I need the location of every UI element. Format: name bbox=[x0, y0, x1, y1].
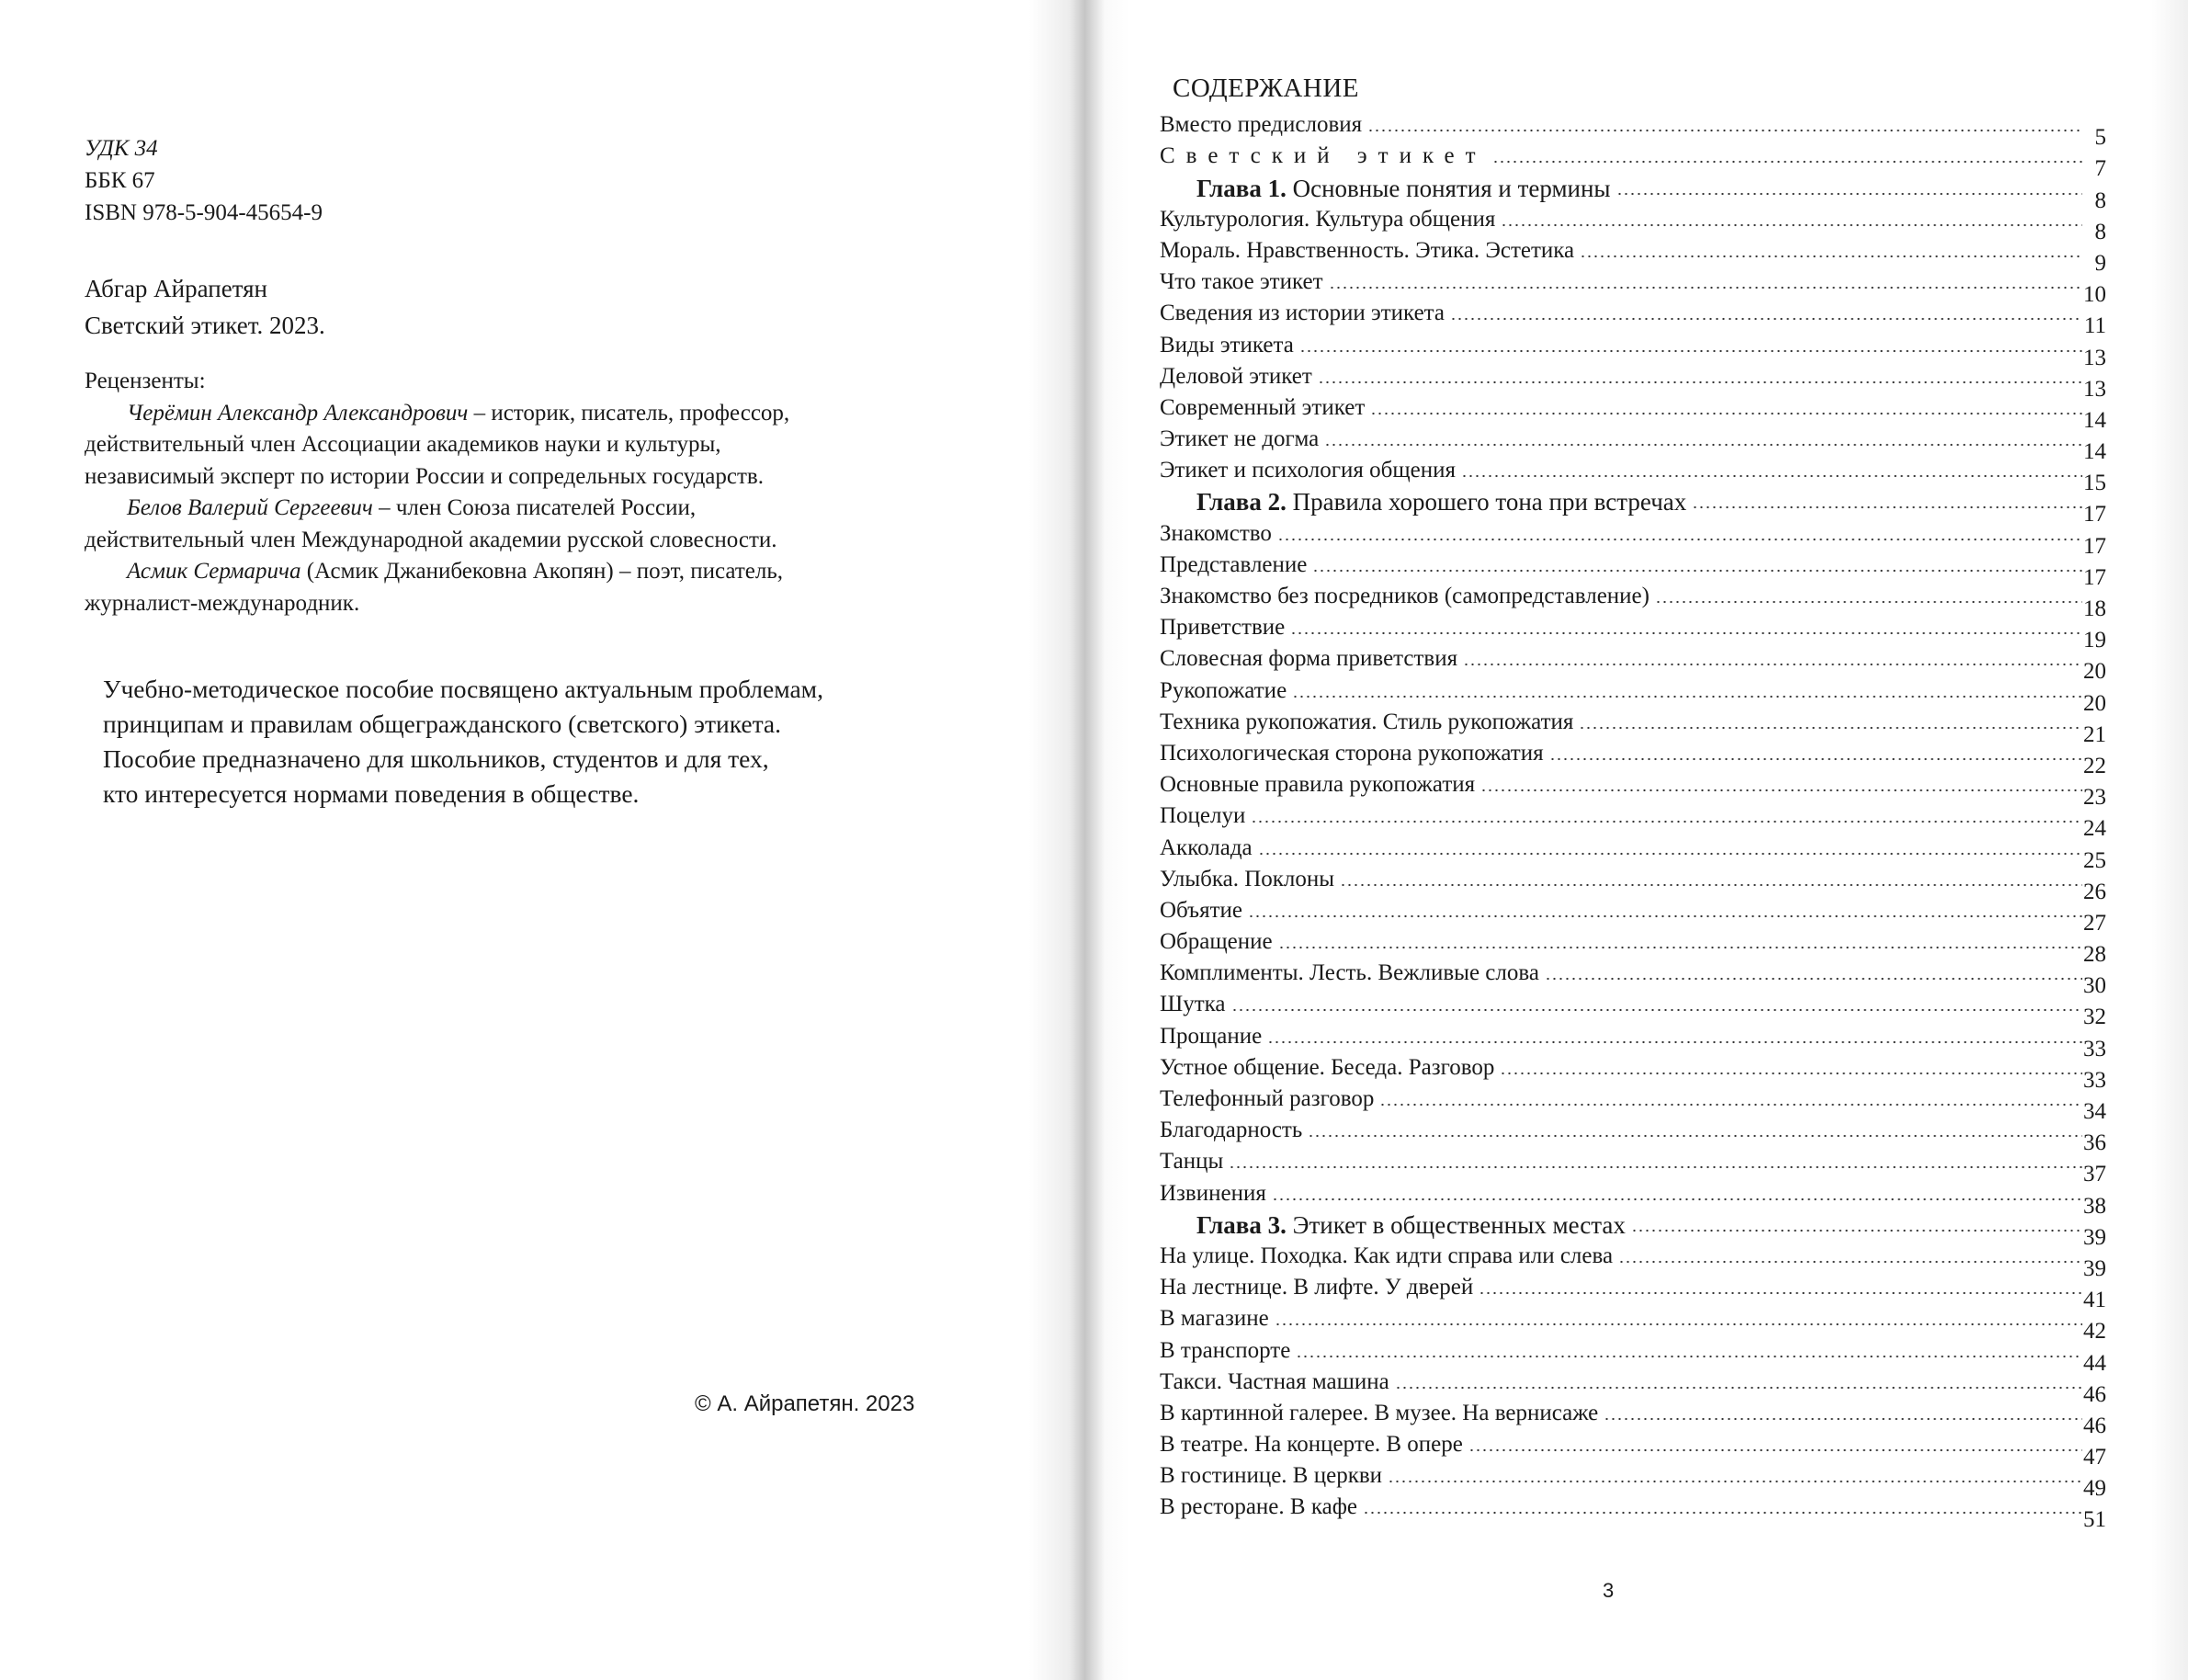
toc-page-number: 51 bbox=[2083, 1507, 2106, 1533]
toc-entry-label: Представление bbox=[1160, 551, 1308, 577]
toc-dot-leader bbox=[1501, 223, 2082, 227]
toc-row bbox=[1160, 1333, 2106, 1376]
reviewer-text-cont: действительный член Ассоциации академиков науки и культуры, bbox=[85, 432, 721, 457]
toc-row bbox=[1160, 956, 2106, 999]
reviewer-text-cont: независимый эксперт по истории России и сопредельных государств. bbox=[85, 463, 764, 489]
reviewer-text: – член Союза писателей России, bbox=[372, 495, 697, 520]
toc-dot-leader bbox=[1545, 977, 2082, 981]
reviewer-name: Асмик Сермарича bbox=[127, 559, 301, 584]
toc-dot-leader bbox=[1463, 663, 2082, 666]
reviewer-text-cont: журналист-международник. bbox=[85, 590, 360, 616]
book-gutter bbox=[1029, 0, 1130, 1680]
toc-page-number: 39 bbox=[2083, 1255, 2106, 1281]
toc-dot-leader bbox=[1549, 757, 2082, 761]
toc-page-number: 27 bbox=[2083, 910, 2106, 936]
abstract-line: Учебно-методическое пособие посвящено актуальным проблемам, bbox=[103, 675, 823, 703]
toc-dot-leader bbox=[1604, 1417, 2082, 1421]
toc-chapter-number: Глава 2. bbox=[1196, 488, 1287, 516]
toc-page-number: 17 bbox=[2083, 533, 2106, 559]
toc-row bbox=[1160, 516, 2106, 559]
toc-entry-label: Деловой этикет bbox=[1160, 363, 1312, 389]
toc-dot-leader bbox=[1450, 317, 2082, 321]
isbn-code: ISBN 978-5-904-45654-9 bbox=[85, 200, 323, 225]
toc-dot-leader bbox=[1370, 412, 2082, 415]
toc-row bbox=[1160, 1459, 2106, 1502]
page-edge-shadow bbox=[2151, 0, 2188, 1680]
toc-entry-label: Прощание bbox=[1160, 1023, 1263, 1049]
reviewers-label: Рецензенты: bbox=[85, 369, 206, 393]
toc-entry-label: Этикет и психология общения bbox=[1160, 458, 1456, 483]
toc-page-number: 10 bbox=[2083, 282, 2106, 308]
toc-entry-label: Словесная форма приветствия bbox=[1160, 646, 1458, 672]
toc-entry-label: Сведения из истории этикета bbox=[1160, 301, 1445, 326]
toc-entry-label: В магазине bbox=[1160, 1306, 1269, 1332]
toc-page-number: 20 bbox=[2083, 659, 2106, 685]
toc-row bbox=[1160, 265, 2106, 308]
abstract bbox=[103, 672, 1003, 812]
toc-dot-leader bbox=[1329, 286, 2082, 289]
toc-dot-leader bbox=[1363, 1511, 2082, 1515]
toc-page-number: 19 bbox=[2083, 628, 2106, 653]
toc-dot-leader bbox=[1324, 443, 2082, 447]
table-of-contents bbox=[1160, 108, 2106, 1533]
toc-dot-leader bbox=[1618, 1260, 2082, 1264]
toc-row bbox=[1160, 1365, 2106, 1407]
toc-row bbox=[1160, 641, 2106, 685]
toc-page-number: 41 bbox=[2083, 1288, 2106, 1313]
toc-entry-label: Техника рукопожатия. Стиль рукопожатия bbox=[1160, 709, 1574, 734]
toc-row bbox=[1160, 233, 2106, 276]
toc-dot-leader bbox=[1692, 505, 2082, 509]
toc-dot-leader bbox=[1277, 538, 2082, 541]
author-name: Абгар Айрапетян bbox=[85, 275, 267, 302]
toc-page-number: 44 bbox=[2083, 1350, 2106, 1376]
reviewer-text-cont: действительный член Международной академии русской словесности. bbox=[85, 527, 777, 552]
toc-entry-label: Телефонный разговор bbox=[1160, 1086, 1375, 1111]
toc-row bbox=[1160, 1082, 2106, 1124]
toc-page-number: 21 bbox=[2083, 721, 2106, 747]
toc-row bbox=[1160, 862, 2106, 904]
page-number: 3 bbox=[1603, 1579, 1615, 1602]
toc-dot-leader bbox=[1388, 1480, 2082, 1483]
toc-row bbox=[1160, 1301, 2106, 1345]
toc-row bbox=[1160, 893, 2106, 936]
toc-entry-label: Такси. Частная машина bbox=[1160, 1368, 1389, 1394]
toc-row bbox=[1160, 327, 2106, 370]
toc-row bbox=[1160, 830, 2106, 873]
reviewer-entry bbox=[85, 556, 1003, 619]
toc-dot-leader bbox=[1367, 129, 2082, 132]
copyright-notice: © А. Айрапетян. 2023 bbox=[695, 1391, 915, 1416]
toc-dot-leader bbox=[1340, 883, 2082, 887]
abstract-line: принципам и правилам общегражданского (светского) этикета. bbox=[103, 709, 782, 738]
toc-entry-label: Что такое этикет bbox=[1160, 269, 1323, 295]
toc-entry-label: Вместо предисловия bbox=[1160, 112, 1363, 138]
toc-entry-label: В ресторане. В кафе bbox=[1160, 1494, 1357, 1520]
toc-row bbox=[1160, 925, 2106, 968]
toc-dot-leader bbox=[1258, 852, 2082, 856]
toc-chapter-title: Основные понятия и термины bbox=[1286, 174, 1611, 202]
toc-row bbox=[1160, 1144, 2106, 1187]
toc-dot-leader bbox=[1267, 1040, 2082, 1044]
abstract-line: кто интересуется нормами поведения в обществе. bbox=[103, 779, 640, 808]
toc-entry-label: Приветствие bbox=[1160, 615, 1286, 641]
toc-row bbox=[1160, 453, 2106, 496]
toc-chapter-row bbox=[1160, 1208, 2106, 1250]
toc-dot-leader bbox=[1272, 1198, 2082, 1201]
toc-row bbox=[1160, 705, 2106, 747]
toc-row bbox=[1160, 673, 2106, 716]
toc-page-number: 14 bbox=[2083, 439, 2106, 465]
toc-entry-label: Знакомство без посредников (самопредставление) bbox=[1160, 584, 1650, 608]
toc-dot-leader bbox=[1312, 569, 2082, 573]
toc-page-number: 26 bbox=[2083, 879, 2106, 904]
toc-row bbox=[1160, 548, 2106, 590]
toc-dot-leader bbox=[1461, 474, 2082, 478]
toc-entry-label: Шутка bbox=[1160, 992, 1226, 1017]
toc-entry-label: Обращение bbox=[1160, 929, 1273, 955]
toc-dot-leader bbox=[1248, 914, 2082, 918]
toc-row bbox=[1160, 579, 2106, 621]
toc-dot-leader bbox=[1296, 1355, 2082, 1358]
toc-entry-label: Мораль. Нравственность. Этика. Эстетика bbox=[1160, 237, 1575, 263]
toc-page-number: 28 bbox=[2083, 942, 2106, 968]
toc-row bbox=[1160, 1239, 2106, 1281]
toc-row bbox=[1160, 1396, 2106, 1438]
toc-page-number: 46 bbox=[2083, 1381, 2106, 1407]
toc-row bbox=[1160, 359, 2106, 402]
toc-entry-label: Психологическая сторона рукопожатия bbox=[1160, 740, 1544, 766]
toc-page-number: 24 bbox=[2083, 816, 2106, 842]
toc-dot-leader bbox=[1479, 1291, 2082, 1295]
toc-dot-leader bbox=[1275, 1322, 2082, 1326]
toc-entry-label: Знакомство bbox=[1160, 520, 1272, 546]
udk-code: УДК 34 bbox=[85, 136, 158, 161]
toc-chapter-number: Глава 1. bbox=[1196, 174, 1287, 202]
toc-entry-label: Танцы bbox=[1160, 1149, 1224, 1175]
toc-row bbox=[1160, 799, 2106, 842]
toc-page-number: 33 bbox=[2083, 1067, 2106, 1093]
toc-entry-label bbox=[1160, 488, 1692, 516]
toc-chapter-title: Правила хорошего тона при встречах bbox=[1286, 488, 1687, 516]
toc-page-number: 34 bbox=[2083, 1099, 2106, 1124]
toc-page-number: 36 bbox=[2083, 1130, 2106, 1156]
toc-entry-label: На улице. Походка. Как идти справа или слева bbox=[1160, 1243, 1614, 1268]
toc-page-number: 13 bbox=[2083, 376, 2106, 402]
toc-row bbox=[1160, 1427, 2106, 1470]
toc-page-number: 13 bbox=[2083, 345, 2106, 370]
toc-page-number: 23 bbox=[2083, 785, 2106, 811]
reviewer-entry bbox=[85, 493, 1003, 556]
reviewer-text: (Асмик Джанибековна Акопян) – поэт, писатель, bbox=[300, 559, 783, 584]
toc-page-number: 38 bbox=[2083, 1193, 2106, 1219]
toc-page-number: 39 bbox=[2083, 1224, 2106, 1250]
toc-page-number: 33 bbox=[2083, 1036, 2106, 1061]
toc-row bbox=[1160, 1270, 2106, 1313]
toc-entry-label: Устное общение. Беседа. Разговор bbox=[1160, 1054, 1495, 1080]
toc-entry-label: Благодарность bbox=[1160, 1118, 1303, 1143]
toc-page-number: 8 bbox=[2094, 219, 2106, 244]
toc-entry-label: Комплименты. Лесть. Вежливые слова bbox=[1160, 960, 1539, 986]
toc-row bbox=[1160, 987, 2106, 1030]
toc-page-number: 18 bbox=[2083, 596, 2106, 621]
toc-entry-label: Акколада bbox=[1160, 834, 1253, 860]
toc-entry-label: Рукопожатие bbox=[1160, 677, 1287, 703]
toc-entry-label: В театре. На концерте. В опере bbox=[1160, 1432, 1463, 1458]
toc-entry-label: В картинной галерее. В музее. На вернисаже bbox=[1160, 1400, 1599, 1425]
toc-page-number: 9 bbox=[2094, 250, 2106, 276]
toc-page-number: 46 bbox=[2083, 1413, 2106, 1438]
reviewer-text: – историк, писатель, профессор, bbox=[468, 400, 790, 426]
toc-page-number: 8 bbox=[2094, 187, 2106, 213]
toc-row bbox=[1160, 736, 2106, 778]
toc-entry-label: Современный этикет bbox=[1160, 394, 1366, 420]
toc-dot-leader bbox=[1655, 600, 2082, 604]
toc-entry-label: Этикет не догма bbox=[1160, 426, 1320, 452]
abstract-line: Пособие предназначено для школьников, студентов и для тех, bbox=[103, 744, 769, 773]
toc-page-number: 17 bbox=[2083, 564, 2106, 590]
toc-entry-label: Улыбка. Поклоны bbox=[1160, 866, 1335, 891]
toc-dot-leader bbox=[1379, 1103, 2082, 1107]
reviewers-section bbox=[85, 366, 1003, 619]
toc-entry-label: На лестнице. В лифте. У дверей bbox=[1160, 1275, 1474, 1300]
toc-row bbox=[1160, 108, 2106, 151]
toc-page-number: 22 bbox=[2083, 753, 2106, 778]
toc-entry-label: В транспорте bbox=[1160, 1337, 1291, 1363]
reviewer-name: Черёмин Александр Александрович bbox=[127, 400, 469, 426]
toc-page-number: 30 bbox=[2083, 973, 2106, 999]
toc-dot-leader bbox=[1251, 820, 2082, 823]
toc-title: СОДЕРЖАНИЕ bbox=[1173, 74, 1359, 103]
toc-entry-label: В гостинице. В церкви bbox=[1160, 1463, 1383, 1489]
toc-entry-label: Извинения bbox=[1160, 1180, 1266, 1206]
toc-chapter-title: Этикет в общественных местах bbox=[1286, 1210, 1626, 1239]
toc-dot-leader bbox=[1579, 726, 2082, 730]
toc-page-number: 7 bbox=[2094, 156, 2106, 182]
toc-dot-leader bbox=[1468, 1448, 2082, 1452]
toc-dot-leader bbox=[1290, 631, 2082, 635]
toc-row bbox=[1160, 1113, 2106, 1156]
toc-row bbox=[1160, 767, 2106, 811]
author-block bbox=[85, 270, 325, 344]
toc-row bbox=[1160, 1018, 2106, 1061]
toc-chapter-row bbox=[1160, 170, 2106, 213]
toc-dot-leader bbox=[1292, 695, 2082, 698]
toc-page-number: 11 bbox=[2083, 313, 2106, 339]
toc-dot-leader bbox=[1229, 1165, 2082, 1169]
toc-page-number: 15 bbox=[2083, 471, 2106, 496]
toc-dot-leader bbox=[1500, 1072, 2082, 1075]
toc-row bbox=[1160, 1490, 2106, 1533]
toc-entry-label: Объятие bbox=[1160, 897, 1242, 923]
toc-dot-leader bbox=[1631, 1229, 2082, 1232]
toc-page-number: 14 bbox=[2083, 407, 2106, 433]
bbk-code: ББК 67 bbox=[85, 168, 155, 193]
toc-dot-leader bbox=[1580, 255, 2082, 258]
toc-dot-leader bbox=[1395, 1386, 2082, 1390]
toc-row bbox=[1160, 139, 2106, 182]
toc-row bbox=[1160, 422, 2106, 465]
toc-page-number: 42 bbox=[2083, 1319, 2106, 1345]
toc-dot-leader bbox=[1231, 1008, 2082, 1012]
toc-chapter-number: Глава 3. bbox=[1196, 1210, 1287, 1239]
toc-page-number: 49 bbox=[2083, 1476, 2106, 1502]
toc-dot-leader bbox=[1299, 349, 2082, 353]
toc-page-number: 37 bbox=[2083, 1162, 2106, 1187]
toc-page-number: 32 bbox=[2083, 1005, 2106, 1030]
toc-row bbox=[1160, 1175, 2106, 1219]
toc-row bbox=[1160, 610, 2106, 653]
toc-dot-leader bbox=[1318, 380, 2082, 384]
toc-entry-label: Культурология. Культура общения bbox=[1160, 206, 1496, 232]
book-line: Светский этикет. 2023. bbox=[85, 312, 325, 339]
left-page bbox=[0, 0, 1084, 1680]
toc-page-number: 17 bbox=[2083, 502, 2106, 528]
toc-dot-leader bbox=[1278, 946, 2082, 949]
toc-page-number: 5 bbox=[2094, 125, 2106, 151]
toc-dot-leader bbox=[1308, 1134, 2082, 1138]
toc-dot-leader bbox=[1480, 789, 2082, 792]
toc-entry-label: Основные правила рукопожатия bbox=[1160, 772, 1476, 798]
toc-row bbox=[1160, 391, 2106, 433]
toc-entry-label bbox=[1160, 175, 1616, 202]
toc-row bbox=[1160, 1050, 2106, 1093]
reviewer-name: Белов Валерий Сергеевич bbox=[127, 495, 373, 520]
toc-page-number: 20 bbox=[2083, 690, 2106, 716]
toc-entry-label: Светский этикет bbox=[1160, 143, 1487, 169]
toc-entry-label: Виды этикета bbox=[1160, 332, 1294, 358]
toc-row bbox=[1160, 202, 2106, 244]
toc-page-number: 47 bbox=[2083, 1445, 2106, 1470]
toc-entry-label: Поцелуи bbox=[1160, 803, 1246, 829]
toc-row bbox=[1160, 296, 2106, 339]
reviewer-entry bbox=[85, 398, 1003, 494]
toc-chapter-row bbox=[1160, 484, 2106, 528]
toc-dot-leader bbox=[1616, 192, 2082, 196]
toc-page-number: 25 bbox=[2083, 847, 2106, 873]
classification-codes bbox=[85, 132, 323, 229]
toc-dot-leader bbox=[1492, 160, 2083, 164]
toc-entry-label bbox=[1160, 1211, 1631, 1239]
